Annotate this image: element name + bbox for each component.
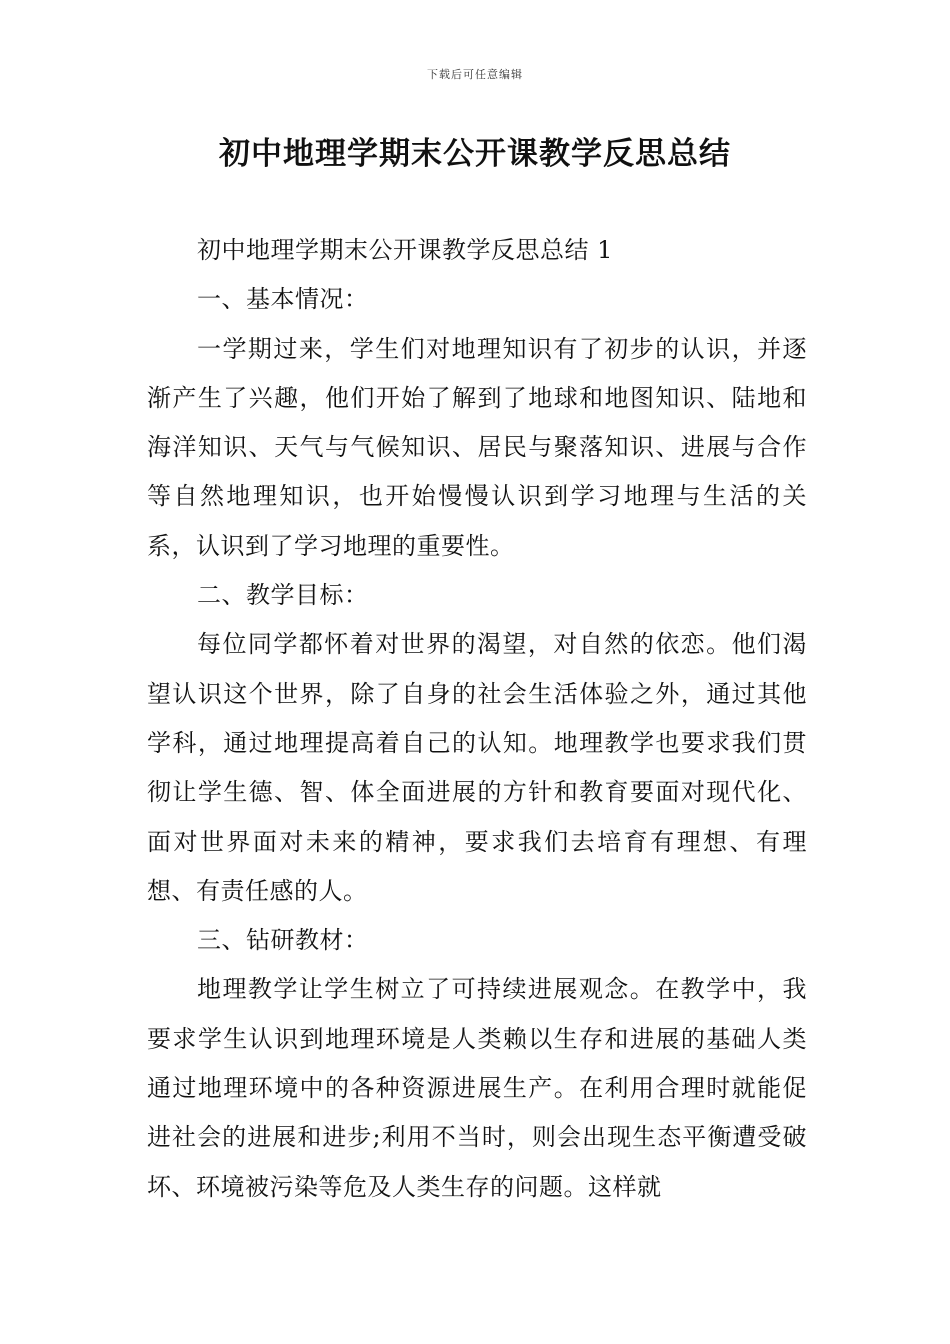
header-note: 下载后可任意编辑 — [427, 68, 523, 81]
section-heading-study-materials: 三、钻研教材： — [197, 926, 369, 955]
body-paragraph: 每位同学都怀着对世界的渴望，对自然的依恋。他们渴望认识这个世界，除了自身的社会生活体验之外，通过其他学科，通过地理提高着自己的认知。地理教学也要求我们贯彻让学生德、智、体全面进展的方针和教育要面对现代化、面对世界面对未来的精神，要求我们去培育有理想、有理想、有责任感的人。 — [147, 630, 807, 905]
subtitle-paragraph: 初中地理学期末公开课教学反思总结 1 — [197, 236, 613, 264]
document-body — [147, 226, 807, 1212]
body-paragraph: 地理教学让学生树立了可持续进展观念。在教学中，我要求学生认识到地理环境是人类赖以生存和进展的基础人类通过地理环境中的各种资源进展生产。在利用合理时就能促进社会的进展和进步;利用不当时，则会出现生态平衡遭受破坏、环境被污染等危及人类生存的问题。这样就 — [147, 975, 807, 1201]
section-heading-teaching-goals: 二、教学目标： — [197, 581, 369, 610]
document-title: 初中地理学期末公开课教学反思总结 — [219, 136, 731, 172]
body-paragraph: 一学期过来，学生们对地理知识有了初步的认识，并逐渐产生了兴趣，他们开始了解到了地球和地图知识、陆地和海洋知识、天气与气候知识、居民与聚落知识、进展与合作等自然地理知识，也开始慢慢认识到学习地理与生活的关系，认识到了学习地理的重要性。 — [147, 334, 807, 560]
section-heading-basic-situation: 一、基本情况： — [197, 285, 369, 314]
